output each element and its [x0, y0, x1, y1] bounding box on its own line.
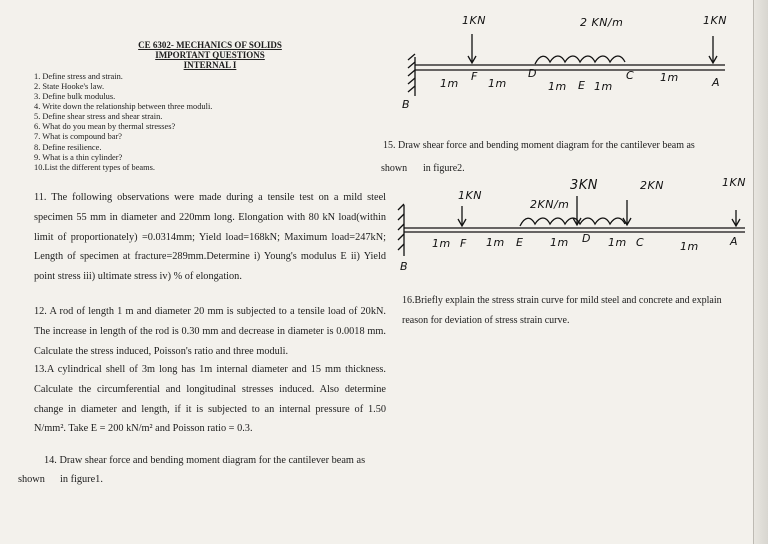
- figure-2-point-e: E: [516, 236, 524, 249]
- figure-1-point-f: F: [471, 70, 478, 83]
- question-15-rest: in figure2.: [423, 163, 465, 174]
- figure-1-udl: [535, 56, 625, 64]
- figure-1-load-right-label: 1KN: [703, 14, 727, 27]
- question-14-line-1: 14. Draw shear force and bending moment diagram for the cantilever beam as: [44, 455, 366, 466]
- question-14-rest: in figure1.: [60, 474, 103, 485]
- figure-2-span-1: 1m: [432, 237, 451, 250]
- question-1: 1. Define stress and strain.: [34, 72, 123, 81]
- figure-2-span-3: 1m: [550, 236, 569, 249]
- question-6: 6. What do you mean by thermal stresses?: [34, 122, 176, 131]
- page-edge: [753, 0, 768, 544]
- figure-1-point-c: C: [626, 69, 635, 82]
- figure-1-span-4: 1m: [594, 80, 613, 93]
- question-11: 11. The following observations were made during a tensile test on a mild steel specimen 55 mm in diameter and 220mm long. Elongation with 80 kN load(within limit of proportionately) =0.0314mm; Yield load=168kN; Maximum load=247kN; Length of specimen at fracture=289mm.Determine i) Young's modulus E ii) Yield point stress iii) ultimate stress iv) % of elongation.: [34, 192, 386, 283]
- figure-1-point-a: A: [712, 76, 721, 89]
- figure-1-span-1: 1m: [440, 77, 459, 90]
- figure-2-point-f: F: [460, 237, 467, 250]
- figure-1-point-d: D: [528, 67, 537, 80]
- figure-1-point-e: E: [578, 79, 586, 92]
- question-15-shown: shown: [381, 163, 408, 174]
- question-2: 2. State Hooke's law.: [34, 82, 105, 91]
- question-12: 12. A rod of length 1 m and diameter 20 mm is subjected to a tensile load of 20kN. The increase in length of the rod is 0.30 mm and decrease in diameter is 0.0018 mm. Calculate the stress induced, Poisson's ratio and three moduli.: [34, 306, 386, 357]
- question-7: 7. What is compound bar?: [34, 132, 122, 141]
- figure-2-udl-label: 2KN/m: [530, 198, 570, 211]
- figure-2-point-c: C: [636, 236, 645, 249]
- figure-1-span-2: 1m: [488, 77, 507, 90]
- figure-2-span-5: 1m: [680, 240, 699, 253]
- question-13: 13.A cylindrical shell of 3m long has 1m internal diameter and 15 mm thickness. Calculate the circumferential and longitudinal stresses induced. Also determine change in diameter and length, if it is subjected to an internal pressure of 1.50 N/mm². Take E = 200 kN/m² and Poisson ratio = 0.3.: [34, 364, 386, 435]
- figure-2-span-2: 1m: [486, 236, 505, 249]
- figure-2-point-a: A: [730, 235, 739, 248]
- header-line-2: IMPORTANT QUESTIONS: [155, 50, 265, 60]
- figure-1-span-5: 1m: [660, 71, 679, 84]
- figure-2-load-3-label: 3KN: [570, 178, 599, 193]
- question-4: 4. Write down the relationship between three moduli.: [34, 102, 213, 111]
- question-9: 9. What is a thin cylinder?: [34, 153, 123, 162]
- figure-2-load-2-label: 2KN: [640, 179, 664, 192]
- header-line-1: CE 6302- MECHANICS OF SOLIDS: [138, 40, 282, 50]
- figure-1-udl-label: 2 KN/m: [580, 16, 624, 29]
- figure-1-support-b: B: [402, 98, 411, 111]
- question-8: 8. Define resilience.: [34, 143, 102, 152]
- question-3: 3. Define bulk modulus.: [34, 92, 116, 101]
- figure-2-span-4: 1m: [608, 236, 627, 249]
- figure-1-load-left-label: 1KN: [462, 14, 486, 27]
- figure-2-udl: [520, 218, 625, 226]
- question-14-shown: shown: [18, 474, 45, 485]
- question-16: 16.Briefly explain the stress strain curve for mild steel and concrete and explain reason for deviation of stress strain curve.: [402, 295, 722, 326]
- question-5: 5. Define shear stress and shear strain.: [34, 112, 163, 121]
- figure-2-load-right-label: 1KN: [722, 176, 746, 189]
- question-10: 10.List the different types of beams.: [34, 163, 156, 172]
- question-15-line-1: 15. Draw shear force and bending moment diagram for the cantilever beam as: [383, 140, 695, 151]
- figure-2-point-d: D: [582, 232, 591, 245]
- figure-2-load-1-label: 1KN: [458, 189, 482, 202]
- figure-2-support-b: B: [400, 260, 409, 273]
- header-line-3: INTERNAL I: [183, 60, 237, 70]
- figure-1-span-3: 1m: [548, 80, 567, 93]
